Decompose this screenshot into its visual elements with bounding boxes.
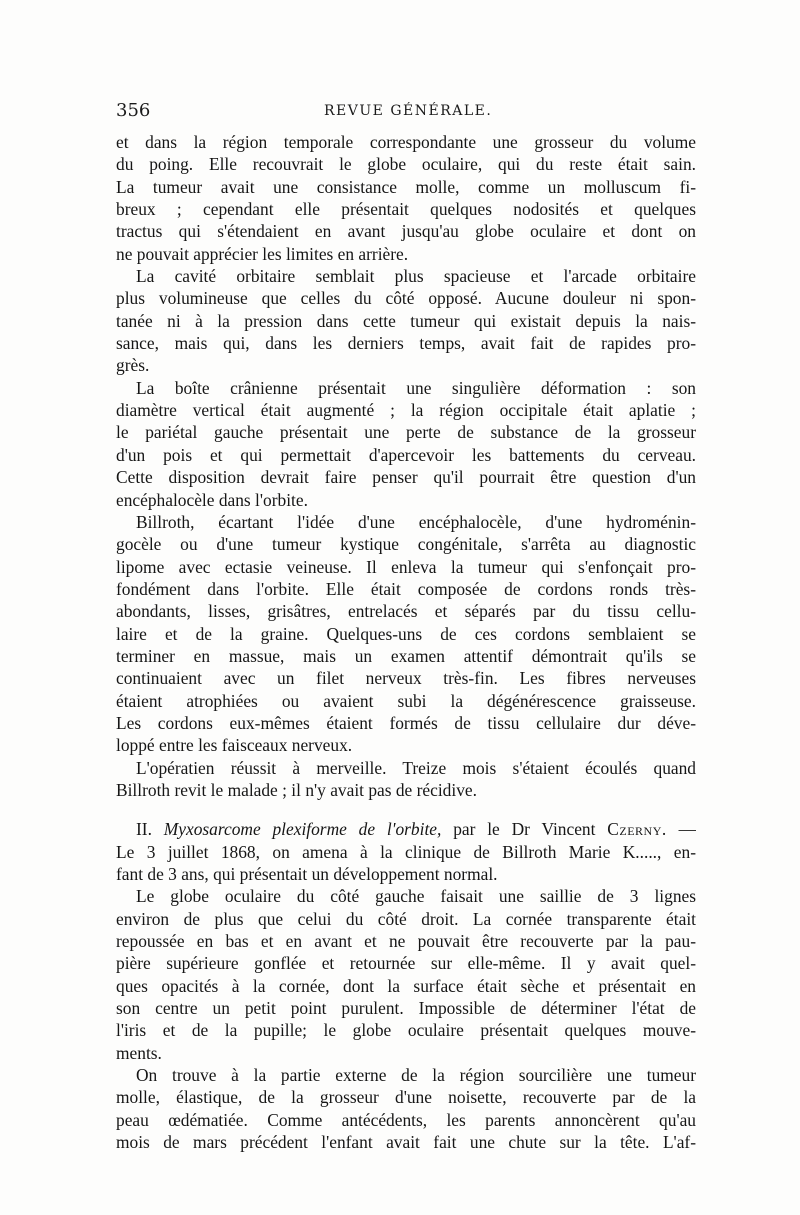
section-numeral: II. bbox=[136, 819, 152, 840]
text-line: du poing. Elle recouvrait le globe oculaire, qui du reste était sain. bbox=[116, 154, 696, 175]
text-line: tractus qui s'étendaient en avant jusqu'au globe oculaire et dont on bbox=[116, 221, 696, 242]
text-line: environ de plus que celui du côté droit. La cornée transparente était bbox=[116, 908, 696, 929]
paragraph bbox=[116, 377, 696, 511]
text-line: terminer en massue, mais un examen attentif démontrait qu'ils se bbox=[116, 645, 696, 666]
text-line: Billroth revit le malade ; il n'y avait pas de récidive. bbox=[116, 779, 477, 800]
text-line: Le globe oculaire du côté gauche faisait une saillie de 3 lignes bbox=[136, 886, 696, 907]
text-line: lipome avec ectasie veineuse. Il enleva la tumeur qui s'enfonçait pro- bbox=[116, 556, 696, 577]
text-line: On trouve à la partie externe de la région sourcilière une tumeur bbox=[136, 1065, 696, 1086]
text-line: mois de mars précédent l'enfant avait fait une chute sur la tête. L'af- bbox=[116, 1132, 696, 1153]
text-line: loppé entre les faisceaux nerveux. bbox=[116, 735, 353, 756]
em-dash: — bbox=[678, 819, 696, 840]
text-line: gocèle ou d'une tumeur kystique congénitale, s'arrêta au diagnostic bbox=[116, 534, 696, 555]
paragraph bbox=[116, 757, 696, 802]
text-line: La cavité orbitaire semblait plus spacieuse et l'arcade orbitaire bbox=[136, 266, 696, 287]
text-line: fondément dans l'orbite. Elle était composée de cordons ronds très- bbox=[116, 578, 696, 599]
text-line: ne pouvait apprécier les limites en arrière. bbox=[116, 243, 409, 264]
text-line: plus volumineuse que celles du côté opposé. Aucune douleur ni spon- bbox=[116, 288, 696, 309]
text-line: étaient atrophiées ou avaient subi la dégénérescence graisseuse. bbox=[116, 690, 696, 711]
running-title: REVUE GÉNÉRALE. bbox=[324, 103, 493, 119]
text-line: laire et de la graine. Quelques-uns de ces cordons semblaient se bbox=[116, 623, 696, 644]
paragraph bbox=[116, 1064, 696, 1153]
text-line: son centre un petit point purulent. Impossible de déterminer l'état de bbox=[116, 998, 696, 1019]
paragraph bbox=[116, 885, 696, 1064]
text-line: Les cordons eux-mêmes étaient formés de tissu cellulaire dur déve- bbox=[116, 712, 696, 733]
text-line: breux ; cependant elle présentait quelques nodosités et quelques bbox=[116, 199, 696, 220]
section-spacer bbox=[116, 801, 696, 818]
text-line: le pariétal gauche présentait une perte de substance de la grosseur bbox=[116, 422, 696, 443]
section-author: Czerny. bbox=[607, 819, 667, 840]
text-line: continuaient avec un filet nerveux très-fin. Les fibres nerveuses bbox=[116, 668, 696, 689]
text-line: molle, élastique, de la grosseur d'une noisette, recouverte par de la bbox=[116, 1087, 696, 1108]
text-line: La boîte crânienne présentait une singulière déformation : son bbox=[136, 377, 696, 398]
text-line: fant de 3 ans, qui présentait un développement normal. bbox=[116, 864, 498, 884]
text-line: l'iris et de la pupille; le globe oculaire présentait quelques mouve- bbox=[116, 1020, 696, 1041]
text-line: d'un pois et qui permettait d'apercevoir les battements du cerveau. bbox=[116, 444, 696, 465]
text-line: Cette disposition devrait faire penser qu'il pourrait être question d'un bbox=[116, 467, 696, 488]
section-title: Myxosarcome plexiforme de l'orbite, bbox=[163, 819, 442, 840]
text-line: encéphalocèle dans l'orbite. bbox=[116, 489, 308, 510]
section-byline: par le Dr Vincent bbox=[453, 819, 596, 840]
text-line: sance, mais qui, dans les derniers temps, avait fait de rapides pro- bbox=[116, 333, 696, 354]
page-number: 356 bbox=[116, 100, 151, 121]
paragraph bbox=[116, 511, 696, 757]
section-heading-line bbox=[116, 818, 696, 840]
text-line: et dans la région temporale correspondante une grosseur du volume bbox=[116, 132, 696, 152]
text-line: pière supérieure gonflée et retournée sur elle-même. Il y avait quel- bbox=[116, 953, 696, 974]
text-line: tanée ni à la pression dans cette tumeur qui existait depuis la nais- bbox=[116, 310, 696, 331]
section-heading-paragraph bbox=[116, 818, 696, 885]
text-line: ques opacités à la cornée, dont la surface était sèche et présentait en bbox=[116, 975, 696, 996]
text-line: Billroth, écartant l'idée d'une encéphalocèle, d'une hydroménin- bbox=[136, 511, 696, 532]
body-text bbox=[116, 131, 696, 1153]
text-line: ments. bbox=[116, 1042, 162, 1063]
paragraph bbox=[116, 265, 696, 377]
text-line: Le 3 juillet 1868, on amena à la clinique de Billroth Marie K....., en- bbox=[116, 841, 696, 862]
text-line: L'opératien réussit à merveille. Treize mois s'étaient écoulés quand bbox=[136, 757, 696, 778]
text-line: grès. bbox=[116, 355, 150, 376]
page-header bbox=[116, 100, 696, 124]
text-line: abondants, lisses, grisâtres, entrelacés et séparés par du tissu cellu- bbox=[116, 601, 696, 622]
text-line: repoussée en bas et en avant et ne pouvait être recouverte par la pau- bbox=[116, 931, 696, 952]
text-line: La tumeur avait une consistance molle, comme un molluscum fi- bbox=[116, 176, 696, 197]
text-line: diamètre vertical était augmenté ; la région occipitale était aplatie ; bbox=[116, 400, 696, 421]
paragraph bbox=[116, 131, 696, 265]
text-line: peau œdématiée. Comme antécédents, les parents annoncèrent qu'au bbox=[116, 1109, 696, 1130]
